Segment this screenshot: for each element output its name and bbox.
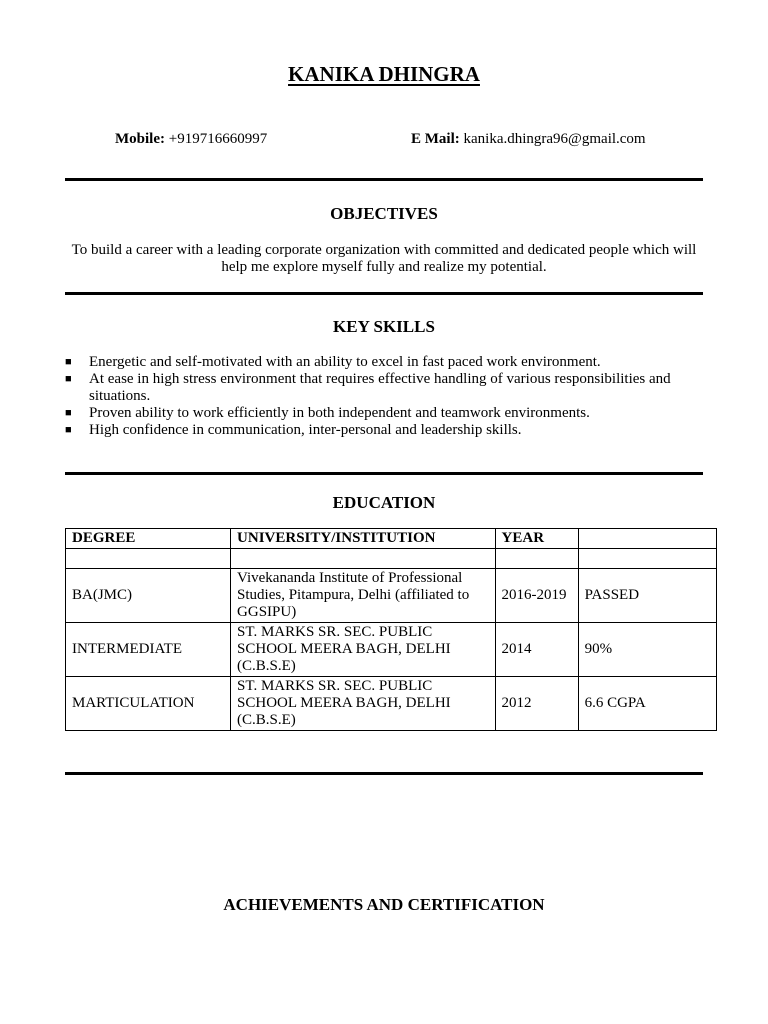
table-cell <box>66 549 231 569</box>
institution-cell: ST. MARKS SR. SEC. PUBLIC SCHOOL MEERA BAGH, DELHI (C.B.S.E) <box>231 677 496 731</box>
table-row <box>66 623 717 677</box>
column-header-institution: UNIVERSITY/INSTITUTION <box>231 529 496 549</box>
email-label: E Mail: <box>411 131 460 147</box>
skill-item <box>65 371 705 405</box>
table-cell <box>578 549 716 569</box>
skill-text: High confidence in communication, inter-personal and leadership skills. <box>89 422 522 438</box>
bullet-icon: ■ <box>65 407 72 419</box>
year-cell: 2016-2019 <box>495 569 578 623</box>
skill-item <box>65 354 705 371</box>
key-skills-list <box>65 354 705 439</box>
table-row <box>66 677 717 731</box>
email-value: kanika.dhingra96@gmail.com <box>463 131 646 147</box>
skill-item <box>65 405 705 422</box>
year-cell: 2014 <box>495 623 578 677</box>
table-row <box>66 569 717 623</box>
skill-text: At ease in high stress environment that requires effective handling of various responsibilities and situations. <box>89 371 671 404</box>
column-header-result <box>578 529 716 549</box>
institution-cell: Vivekananda Institute of Professional Studies, Pitampura, Delhi (affiliated to GGSIPU) <box>231 569 496 623</box>
column-header-degree: DEGREE <box>66 529 231 549</box>
year-cell: 2012 <box>495 677 578 731</box>
key-skills-heading: KEY SKILLS <box>333 317 435 336</box>
skill-text: Energetic and self-motivated with an ability to excel in fast paced work environment. <box>89 354 601 370</box>
result-cell: 90% <box>578 623 716 677</box>
degree-cell: BA(JMC) <box>66 569 231 623</box>
mobile-value: +919716660997 <box>168 131 268 147</box>
resume-name: KANIKA DHINGRA <box>288 62 480 86</box>
table-cell <box>495 549 578 569</box>
bullet-icon: ■ <box>65 424 72 436</box>
skill-item <box>65 422 705 439</box>
education-table <box>65 528 717 731</box>
section-divider <box>65 772 703 775</box>
section-divider <box>65 472 703 475</box>
result-cell: PASSED <box>578 569 716 623</box>
email-contact <box>411 131 646 148</box>
table-cell <box>231 549 496 569</box>
skill-text: Proven ability to work efficiently in both independent and teamwork environments. <box>89 405 590 421</box>
objective-text: To build a career with a leading corporate organization with committed and dedicated people which will help me explore myself fully and realize my potential. <box>71 242 697 275</box>
table-row-empty <box>66 549 717 569</box>
mobile-contact <box>115 131 267 148</box>
bullet-icon: ■ <box>65 356 72 368</box>
degree-cell: MARTICULATION <box>66 677 231 731</box>
bullet-icon: ■ <box>65 373 72 385</box>
section-divider <box>65 178 703 181</box>
mobile-label: Mobile: <box>115 131 165 147</box>
degree-cell: INTERMEDIATE <box>66 623 231 677</box>
education-heading: EDUCATION <box>332 493 436 512</box>
achievements-heading: ACHIEVEMENTS AND CERTIFICATION <box>223 895 545 914</box>
result-cell: 6.6 CGPA <box>578 677 716 731</box>
column-header-year: YEAR <box>495 529 578 549</box>
objectives-heading: OBJECTIVES <box>330 204 438 223</box>
section-divider <box>65 292 703 295</box>
table-header-row <box>66 529 717 549</box>
institution-cell: ST. MARKS SR. SEC. PUBLIC SCHOOL MEERA BAGH, DELHI (C.B.S.E) <box>231 623 496 677</box>
